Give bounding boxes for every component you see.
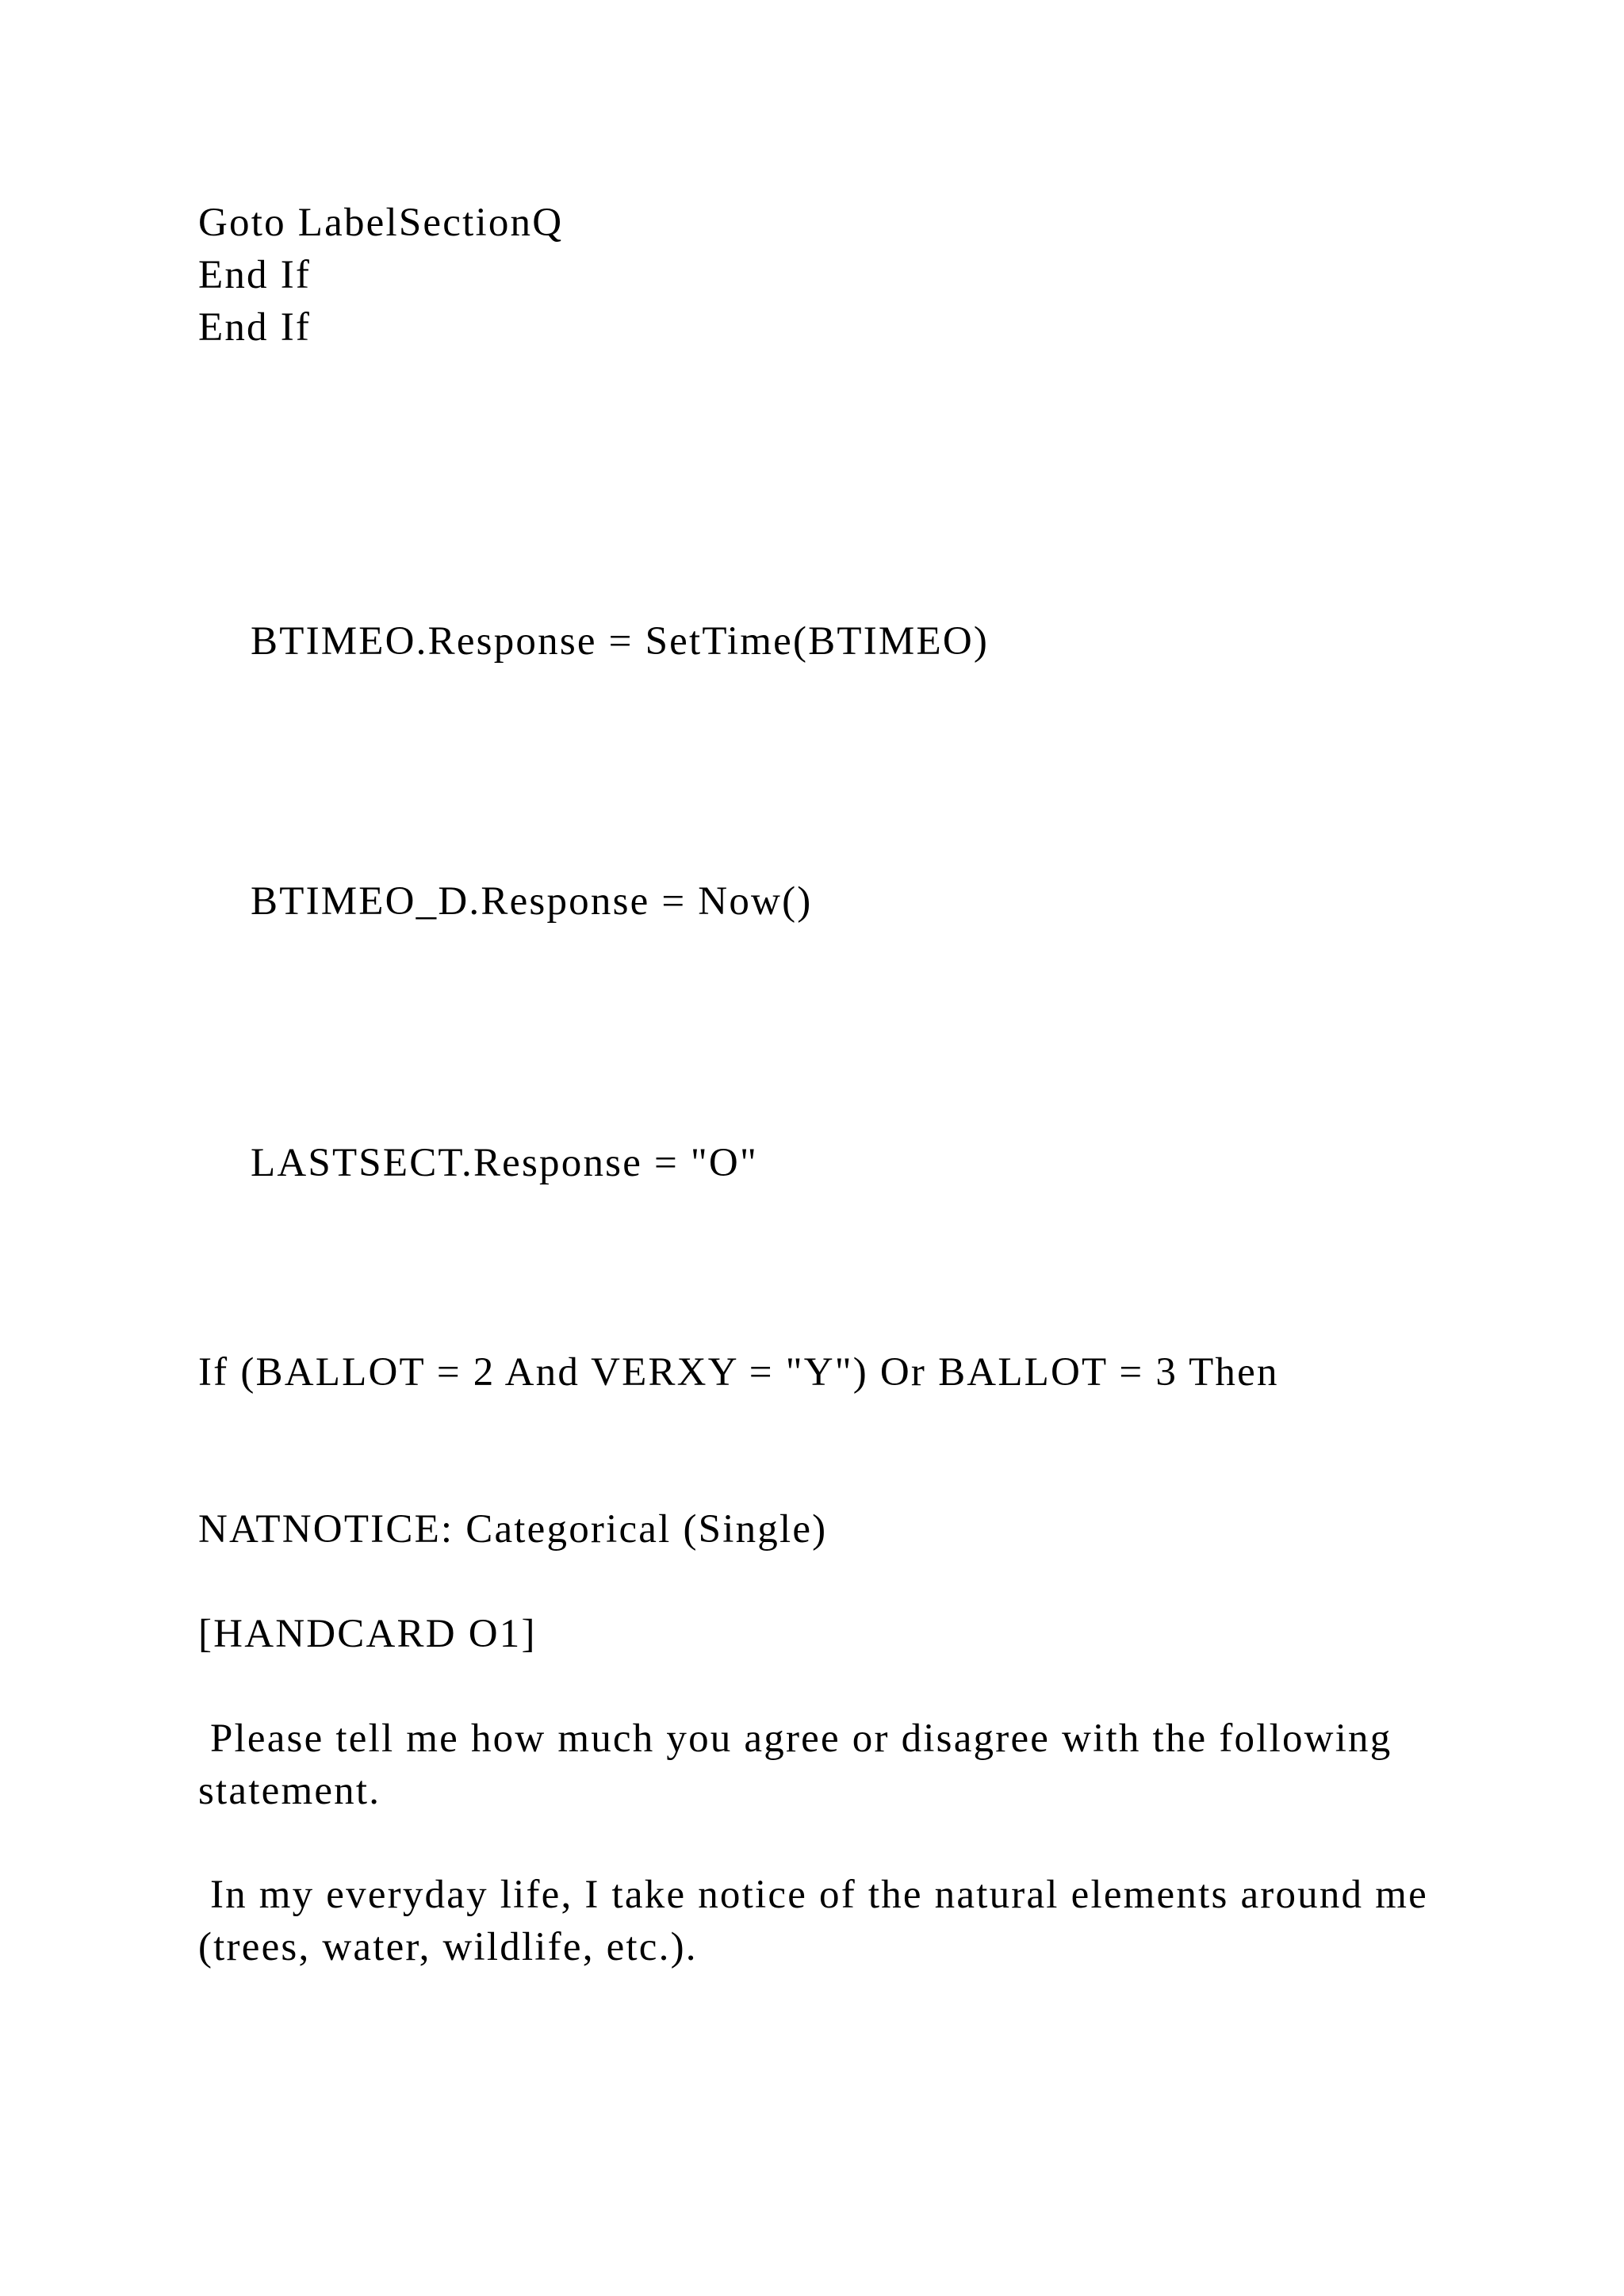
end-if-statement: End If — [198, 253, 312, 297]
if-ballot-condition: If (BALLOT = 2 And VERXY = "Y") Or BALLOT = 3 Then — [198, 1350, 1279, 1395]
question-variable-heading: NATNOTICE: Categorical (Single) — [198, 1507, 828, 1552]
goto-statement: Goto LabelSectionQ — [198, 201, 564, 245]
end-if-statement: End If — [198, 305, 312, 350]
btimeo-d-assignment: BTIMEO_D.Response = Now() — [251, 879, 813, 924]
btimeo-assignment: BTIMEO.Response = SetTime(BTIMEO) — [251, 619, 990, 664]
question-prompt: Please tell me how much you agree or disagree with the following statement. — [198, 1716, 1404, 1813]
lastsect-assignment: LASTSECT.Response = "O" — [251, 1141, 758, 1185]
question-statement: In my everyday life, I take notice of the natural elements around me (trees, water, wildlife, etc.). — [198, 1873, 1440, 1969]
handcard-instruction: [HANDCARD O1] — [198, 1612, 537, 1656]
